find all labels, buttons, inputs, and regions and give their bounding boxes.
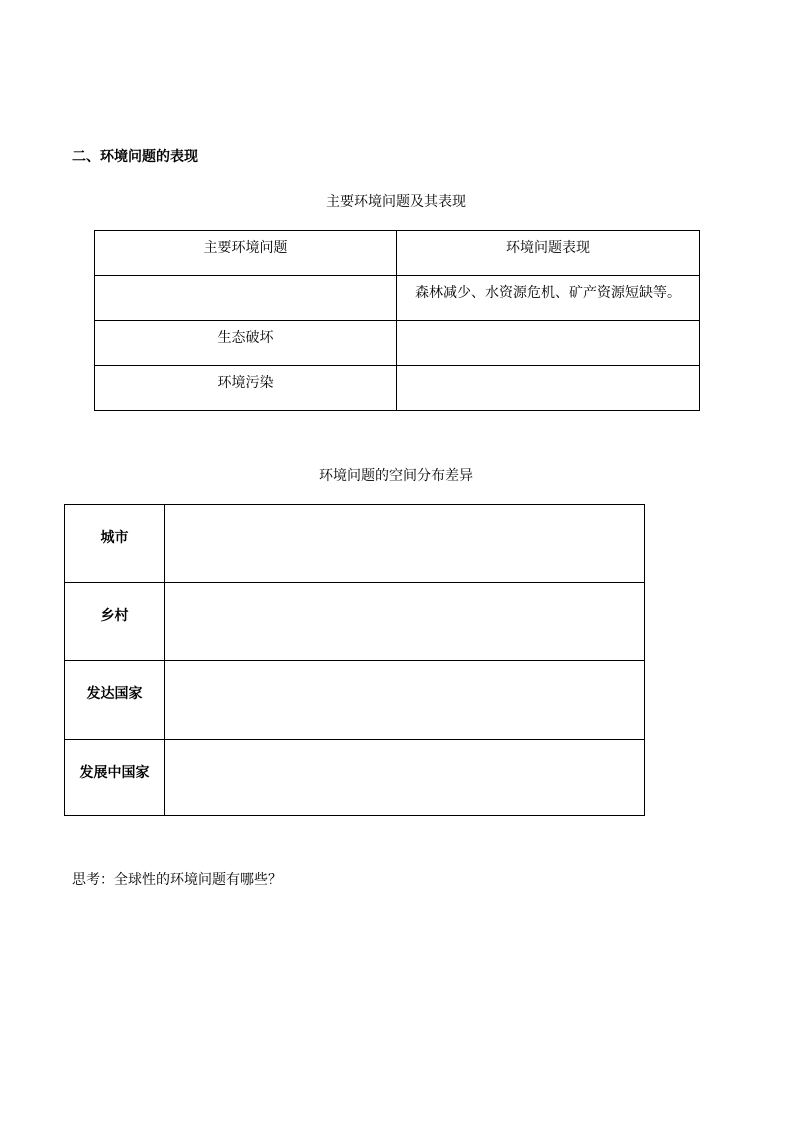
table-row xyxy=(65,661,645,740)
table-cell xyxy=(95,366,397,411)
table-cell-answer-blank[interactable] xyxy=(397,321,700,366)
think-question: 思考：全球性的环境问题有哪些？ xyxy=(72,872,282,888)
cell-text xyxy=(397,366,699,373)
table-2-caption: 环境问题的空间分布差异 xyxy=(319,468,473,484)
table-row xyxy=(65,740,645,816)
table-header-cell xyxy=(397,231,700,276)
cell-text xyxy=(397,321,699,328)
row-label-city: 城市 xyxy=(100,530,129,546)
row-label-countryside: 乡村 xyxy=(100,608,129,624)
table-cell-answer-blank[interactable] xyxy=(95,276,397,321)
table-row xyxy=(95,276,700,321)
row-label-cell xyxy=(65,740,165,816)
row-label-cell xyxy=(65,583,165,661)
header-manifestation: 环境问题表现 xyxy=(506,240,590,256)
environment-problems-table xyxy=(94,230,700,411)
cell-text: 森林减少、水资源危机、矿产资源短缺等。 xyxy=(415,285,681,301)
cell-text: 环境污染 xyxy=(217,375,274,391)
answer-cell[interactable] xyxy=(165,505,645,583)
spatial-distribution-table xyxy=(64,504,645,816)
answer-cell[interactable] xyxy=(165,583,645,661)
row-label-cell xyxy=(65,661,165,740)
table-cell xyxy=(397,276,700,321)
answer-cell[interactable] xyxy=(165,740,645,816)
row-label-developing-countries: 发展中国家 xyxy=(79,765,150,781)
table-header-cell xyxy=(95,231,397,276)
section-heading: 二、环境问题的表现 xyxy=(72,149,198,165)
table-row xyxy=(95,366,700,411)
header-main-problem: 主要环境问题 xyxy=(203,240,288,256)
table-row xyxy=(65,583,645,661)
table-cell-answer-blank[interactable] xyxy=(397,366,700,411)
row-label-cell xyxy=(65,505,165,583)
table-row xyxy=(65,505,645,583)
table-header-row xyxy=(95,231,700,276)
answer-cell[interactable] xyxy=(165,661,645,740)
table-1-caption: 主要环境问题及其表现 xyxy=(326,194,466,210)
row-label-developed-countries: 发达国家 xyxy=(86,686,143,702)
cell-text xyxy=(95,276,396,283)
table-cell xyxy=(95,321,397,366)
table-row xyxy=(95,321,700,366)
cell-text: 生态破坏 xyxy=(217,330,274,346)
